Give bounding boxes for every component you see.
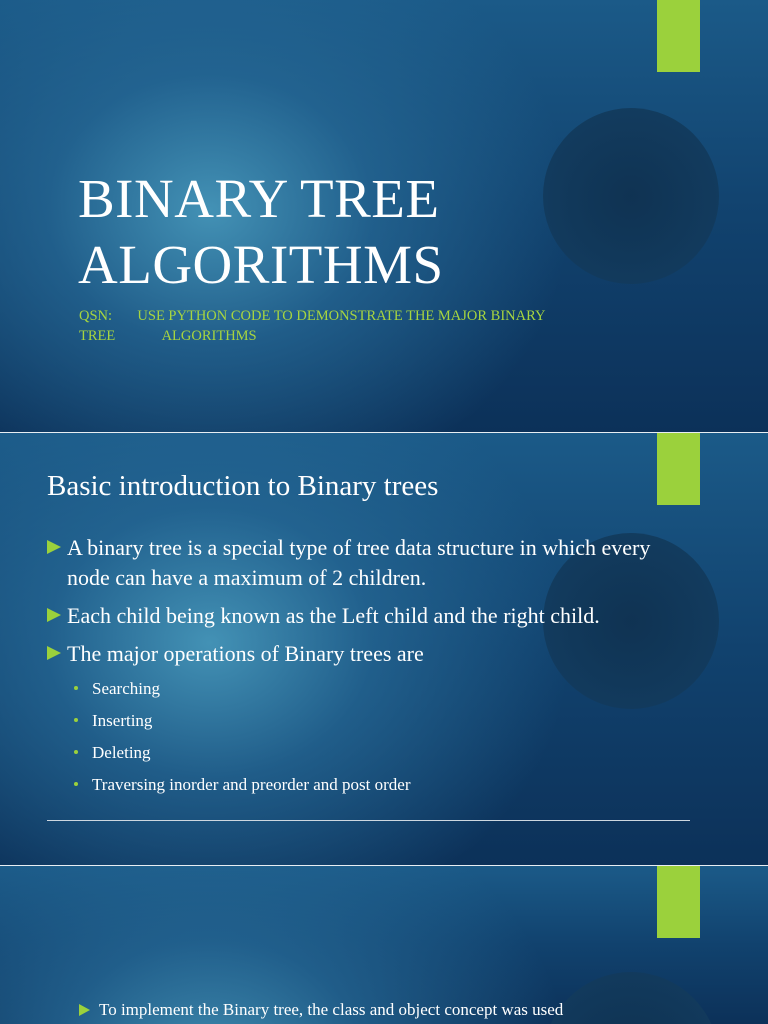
main-bullet-list [46,533,696,677]
list-item [46,533,696,593]
slide-introduction [0,433,768,865]
dot-bullet-icon [74,750,78,754]
sub-bullet-text: Traversing inorder and preorder and post order [92,775,411,794]
slide-heading: Basic introduction to Binary trees [47,470,439,502]
horizontal-rule [47,820,690,821]
operations-sub-list [70,673,411,801]
sub-bullet-text: Inserting [92,711,153,730]
bullet-text: The major operations of Binary trees are [67,641,424,666]
list-item [70,737,411,769]
green-accent-bar [657,866,700,938]
question-line-1: QSN: USE PYTHON CODE TO DEMONSTRATE THE MAJOR BINARY [79,308,546,324]
list-item [70,673,411,705]
dot-bullet-icon [74,718,78,722]
triangle-bullet-icon [47,540,61,554]
title-line-2: ALGORITHMS [78,234,444,295]
triangle-bullet-icon [47,646,61,660]
decorative-circle [543,108,719,284]
slide-implementation [0,866,768,1024]
list-item [46,601,696,631]
question-subtitle [79,306,609,346]
slide-title [0,0,768,432]
slide-title-text [78,166,444,298]
sub-bullet-text: Deleting [92,743,151,762]
bullet-text: Each child being known as the Left child and the right child. [67,603,600,628]
title-line-1: BINARY TREE [78,168,440,229]
bullet-text: A binary tree is a special type of tree data structure in which every node can have a maximum of 2 children. [67,535,651,590]
green-accent-bar [657,433,700,505]
list-item [70,705,411,737]
list-item [70,769,411,801]
question-line-2: TREE ALGORITHMS [79,328,257,344]
triangle-bullet-icon [79,1004,90,1016]
implementation-bullet-list [78,998,718,1024]
list-item [78,998,718,1022]
dot-bullet-icon [74,782,78,786]
bullet-text: To implement the Binary tree, the class and object concept was used [99,1000,564,1019]
triangle-bullet-icon [47,608,61,622]
green-accent-bar [657,0,700,72]
list-item [46,639,696,669]
dot-bullet-icon [74,686,78,690]
sub-bullet-text: Searching [92,679,160,698]
